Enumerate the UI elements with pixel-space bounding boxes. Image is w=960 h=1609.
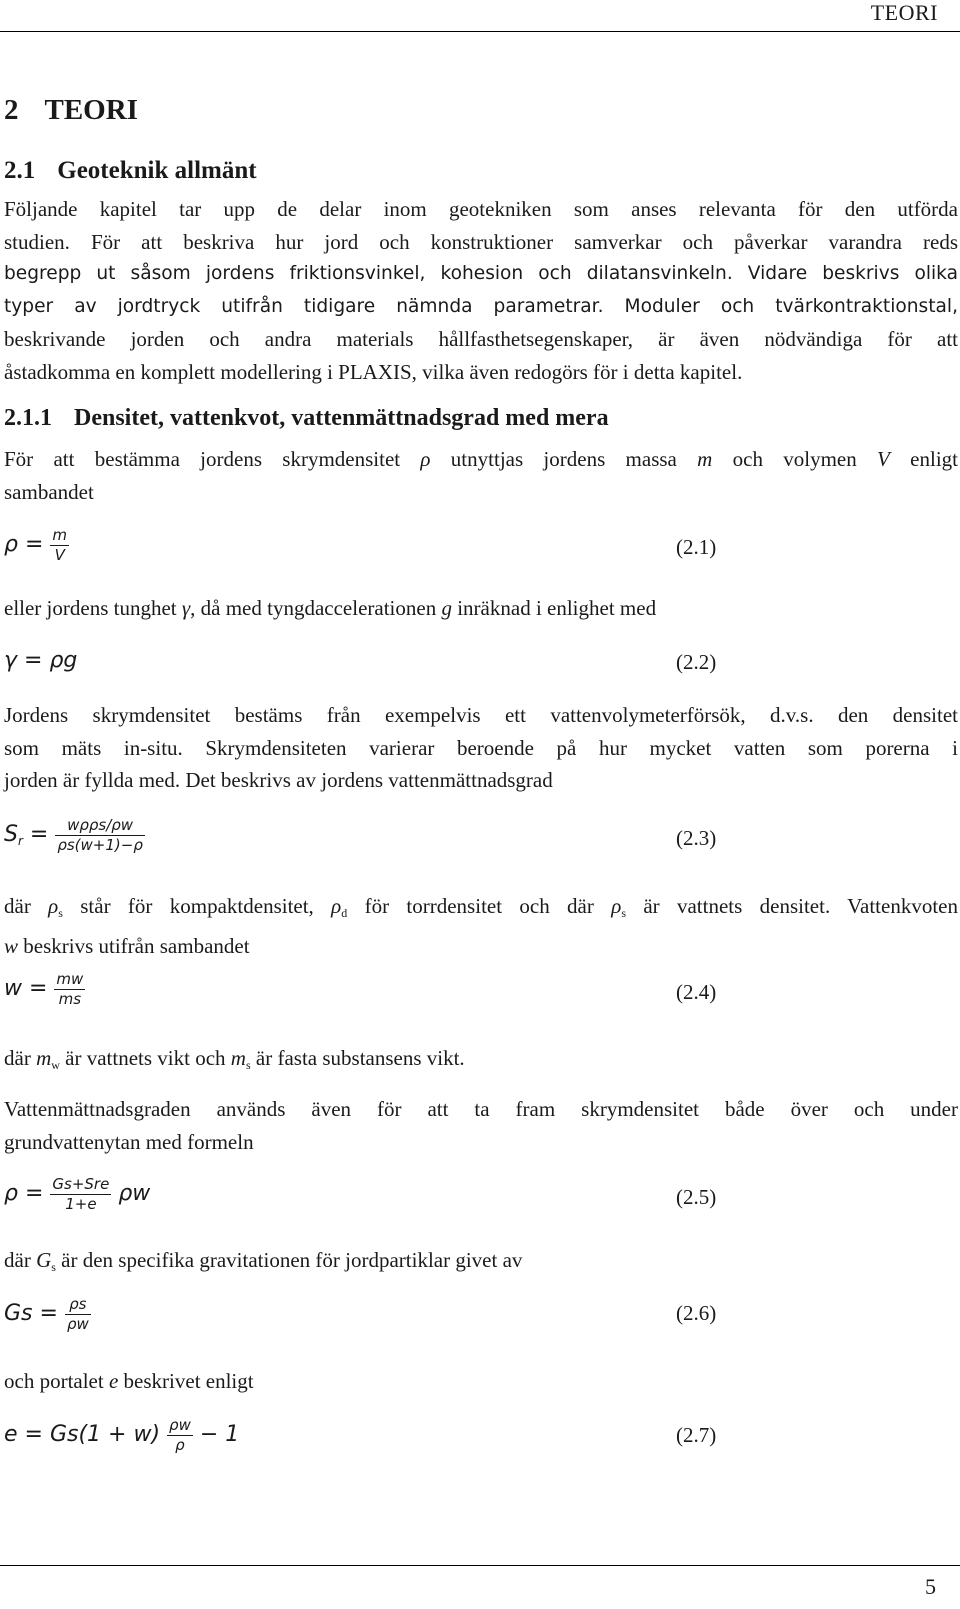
section-heading — [4, 157, 257, 185]
section-number: 2.1 — [4, 157, 36, 184]
equation-2-1: ρ = $\frac{m}{V}$ — [4, 526, 68, 564]
paragraph-line: som mäts in-situ. Skrymdensiteten varierar beroende på hur mycket vatten som porerna i — [4, 735, 958, 760]
density-definitions-paragraph: där $\rho_s$ står för kompaktdensitet, $\rho_d$ för torrdensitet och där $\rho_s$ är vattnets densitet. Vattenkvoten w beskrivs utifrån sambandet — [4, 894, 958, 958]
equation-number: (2.1) — [676, 535, 717, 559]
unit-weight-paragraph: eller jordens tunghet γ, då med tyngdaccelerationen g inräknad i enlighet med — [4, 596, 657, 620]
footer-rule — [0, 1565, 960, 1566]
subsection-number: 2.1.1 — [4, 405, 52, 431]
equation-2-3: $S_r$ = $\frac{\text{wρρs/ρw}}{\rho s(w+1)-\rho}$ — [4, 816, 143, 854]
equation-2-7: e = Gs(1 + w) $\frac{\rho w}{\rho}$ − 1 — [4, 1416, 240, 1454]
equation-number: (2.4) — [676, 980, 717, 1004]
paragraph-line: grundvattenytan med formeln — [4, 1129, 254, 1154]
equation-number: (2.6) — [676, 1301, 717, 1325]
groundwater-paragraph — [4, 1093, 958, 1158]
paragraph-line: begrepp ut såsom jordens friktionsvinkel, kohesion och dilatansvinkeln. Vidare beskrivs olika — [4, 263, 958, 284]
equation-number: (2.7) — [676, 1423, 717, 1447]
equation-number: (2.3) — [676, 826, 717, 850]
porosity-paragraph: och portalet e beskrivet enligt — [4, 1369, 254, 1393]
subsection-heading — [4, 405, 609, 432]
gravity-definition-paragraph: där $G_s$ är den specifika gravitationen för jordpartiklar givet av — [4, 1248, 523, 1274]
paragraph-line: jorden är fyllda med. Det beskrivs av jordens vattenmättnadsgrad — [4, 768, 553, 792]
section-intro-paragraph — [4, 193, 958, 388]
equation-2-6: Gs = $\frac{\rho s}{\rho w}$ — [4, 1295, 89, 1333]
equation-2-2: γ = ρg — [4, 648, 78, 673]
paragraph-line: För att bestämma jordens skrymdensitet ρ utnyttjas jordens massa m och volymen V enligt — [4, 447, 958, 471]
equation-number: (2.2) — [676, 650, 717, 674]
header-rule — [0, 31, 960, 32]
paragraph-line: beskrivande jorden och andra materials hållfasthetsegenskaper, är även nödvändiga för att — [4, 327, 958, 351]
paragraph-line: Vattenmättnadsgraden används även för att ta fram skrymdensitet både över och under — [4, 1097, 958, 1121]
saturation-paragraph — [4, 699, 958, 797]
paragraph-line: studien. För att beskriva hur jord och konstruktioner samverkar och påverkar varandra reds — [4, 229, 958, 254]
equation-number: (2.5) — [676, 1185, 717, 1209]
mass-definitions-paragraph: där $m_w$ är vattnets vikt och $m_s$ är fasta substansens vikt. — [4, 1046, 465, 1072]
equation-2-4: w = $\frac{mw}{ms}$ — [4, 970, 84, 1008]
paragraph-line: Jordens skrymdensitet bestäms från exempelvis ett vattenvolymeterförsök, d.v.s. den densitet — [4, 703, 958, 727]
chapter-number: 2 — [4, 94, 19, 126]
section-title: Geoteknik allmänt — [57, 157, 257, 184]
running-header: TEORI — [870, 0, 938, 25]
paragraph-line: åstadkomma en komplett modellering i PLAXIS, vilka även redogörs för i detta kapitel. — [4, 359, 743, 384]
chapter-heading — [4, 94, 138, 127]
paragraph-line: typer av jordtryck utifrån tidigare nämnda parametrar. Moduler och tvärkontraktionstal, — [4, 295, 958, 317]
equation-2-5: ρ = $\frac{\text{Gs+Sre}}{1+e}$ ρw — [4, 1175, 151, 1213]
subsection-title: Densitet, vattenkvot, vattenmättnadsgrad med mera — [74, 405, 609, 431]
chapter-title: TEORI — [44, 94, 138, 126]
page-number: 5 — [925, 1574, 936, 1599]
paragraph-line: Följande kapitel tar upp de delar inom geotekniken som anses relevanta för den utförda — [4, 197, 958, 221]
paragraph-line: sambandet — [4, 479, 94, 504]
density-paragraph — [4, 443, 958, 508]
